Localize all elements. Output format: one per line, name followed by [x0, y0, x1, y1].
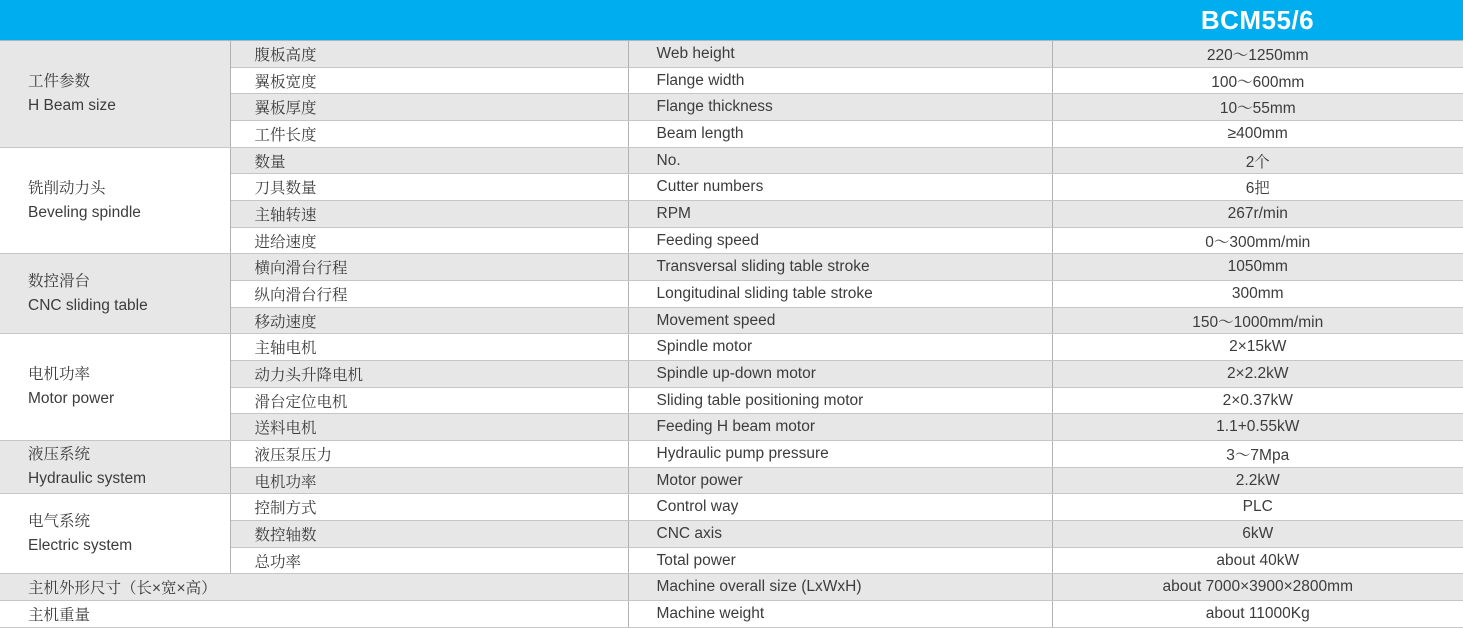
- param-cn-cell: 动力头升降电机: [230, 361, 628, 388]
- table-row: [0, 334, 1463, 361]
- value-cell: 300mm: [1052, 281, 1463, 308]
- category-en-label: Hydraulic system: [28, 470, 146, 488]
- category-cell: [0, 334, 230, 441]
- param-cn-cell: 横向滑台行程: [230, 254, 628, 281]
- category-en-label: Electric system: [28, 536, 133, 554]
- param-en-cell: Machine overall size (LxWxH): [628, 574, 1052, 601]
- table-row: [0, 254, 1463, 281]
- param-cn-cell: 移动速度: [230, 307, 628, 334]
- category-cn-label: 电气系统: [28, 512, 91, 530]
- value-cell: 100～600mm: [1052, 67, 1463, 94]
- category-en-label: Motor power: [28, 390, 115, 408]
- param-cn-cell: 主轴电机: [230, 334, 628, 361]
- param-en-cell: Control way: [628, 494, 1052, 521]
- table-row: [0, 601, 1463, 628]
- value-cell: PLC: [1052, 494, 1463, 521]
- table-row: [0, 574, 1463, 601]
- param-cn-cell: 总功率: [230, 547, 628, 574]
- param-cn-cell: 控制方式: [230, 494, 628, 521]
- value-cell: 267r/min: [1052, 201, 1463, 228]
- table-row: [0, 41, 1463, 68]
- param-en-cell: Motor power: [628, 467, 1052, 494]
- value-cell: about 7000×3900×2800mm: [1052, 574, 1463, 601]
- param-en-cell: Transversal sliding table stroke: [628, 254, 1052, 281]
- param-cn-cell: 进给速度: [230, 227, 628, 254]
- category-cell: [0, 494, 230, 574]
- value-cell: 3～7Mpa: [1052, 441, 1463, 468]
- param-en-cell: Spindle up-down motor: [628, 361, 1052, 388]
- category-cell: [0, 254, 230, 334]
- category-cell: [0, 441, 230, 494]
- param-cn-cell: 数控轴数: [230, 521, 628, 548]
- value-cell: about 11000Kg: [1052, 601, 1463, 628]
- param-cn-cell: 送料电机: [230, 414, 628, 441]
- category-en-label: H Beam size: [28, 96, 116, 114]
- param-cn-cell: 腹板高度: [230, 41, 628, 68]
- param-en-cell: Web height: [628, 41, 1052, 68]
- value-cell: about 40kW: [1052, 547, 1463, 574]
- value-cell: 2×0.37kW: [1052, 387, 1463, 414]
- param-cn-cell: 工件长度: [230, 121, 628, 148]
- value-cell: ≥400mm: [1052, 121, 1463, 148]
- value-cell: 2×15kW: [1052, 334, 1463, 361]
- param-en-cell: CNC axis: [628, 521, 1052, 548]
- param-en-cell: Beam length: [628, 121, 1052, 148]
- category-cell: [0, 147, 230, 254]
- param-en-cell: RPM: [628, 201, 1052, 228]
- param-en-cell: Feeding speed: [628, 227, 1052, 254]
- param-en-cell: Movement speed: [628, 307, 1052, 334]
- header-bar: [0, 0, 1463, 40]
- param-en-cell: Flange thickness: [628, 94, 1052, 121]
- param-en-cell: Flange width: [628, 67, 1052, 94]
- param-cn-cell: 主轴转速: [230, 201, 628, 228]
- param-en-cell: Hydraulic pump pressure: [628, 441, 1052, 468]
- param-en-cell: Spindle motor: [628, 334, 1052, 361]
- param-cn-cell: 电机功率: [230, 467, 628, 494]
- value-cell: 150～1000mm/min: [1052, 307, 1463, 334]
- param-cn-cell: 主机外形尺寸（长×宽×高）: [0, 574, 628, 601]
- category-cn-label: 液压系统: [28, 446, 91, 464]
- param-cn-cell: 翼板厚度: [230, 94, 628, 121]
- value-cell: 2×2.2kW: [1052, 361, 1463, 388]
- param-cn-cell: 液压泵压力: [230, 441, 628, 468]
- param-en-cell: Sliding table positioning motor: [628, 387, 1052, 414]
- category-en-label: CNC sliding table: [28, 296, 148, 314]
- param-cn-cell: 翼板宽度: [230, 67, 628, 94]
- category-cn-label: 工件参数: [28, 72, 91, 90]
- value-cell: 2.2kW: [1052, 467, 1463, 494]
- param-cn-cell: 滑台定位电机: [230, 387, 628, 414]
- category-en-label: Beveling spindle: [28, 203, 141, 221]
- category-cell: [0, 41, 230, 148]
- value-cell: 10～55mm: [1052, 94, 1463, 121]
- value-cell: 6kW: [1052, 521, 1463, 548]
- param-cn-cell: 数量: [230, 147, 628, 174]
- value-cell: 1050mm: [1052, 254, 1463, 281]
- table-row: [0, 441, 1463, 468]
- param-cn-cell: 主机重量: [0, 601, 628, 628]
- value-cell: 220～1250mm: [1052, 41, 1463, 68]
- param-en-cell: Feeding H beam motor: [628, 414, 1052, 441]
- category-cn-label: 数控滑台: [28, 272, 91, 290]
- value-cell: 1.1+0.55kW: [1052, 414, 1463, 441]
- category-cn-label: 电机功率: [28, 366, 91, 384]
- table-row: [0, 147, 1463, 174]
- param-cn-cell: 刀具数量: [230, 174, 628, 201]
- table-row: [0, 494, 1463, 521]
- param-en-cell: Machine weight: [628, 601, 1052, 628]
- param-en-cell: Longitudinal sliding table stroke: [628, 281, 1052, 308]
- param-en-cell: No.: [628, 147, 1052, 174]
- param-cn-cell: 纵向滑台行程: [230, 281, 628, 308]
- param-en-cell: Cutter numbers: [628, 174, 1052, 201]
- value-cell: 6把: [1052, 174, 1463, 201]
- category-cn-label: 铣削动力头: [28, 179, 106, 197]
- model-title: BCM55/6: [1200, 4, 1315, 35]
- value-cell: 0～300mm/min: [1052, 227, 1463, 254]
- param-en-cell: Total power: [628, 547, 1052, 574]
- value-cell: 2个: [1052, 147, 1463, 174]
- spec-table: [0, 40, 1463, 628]
